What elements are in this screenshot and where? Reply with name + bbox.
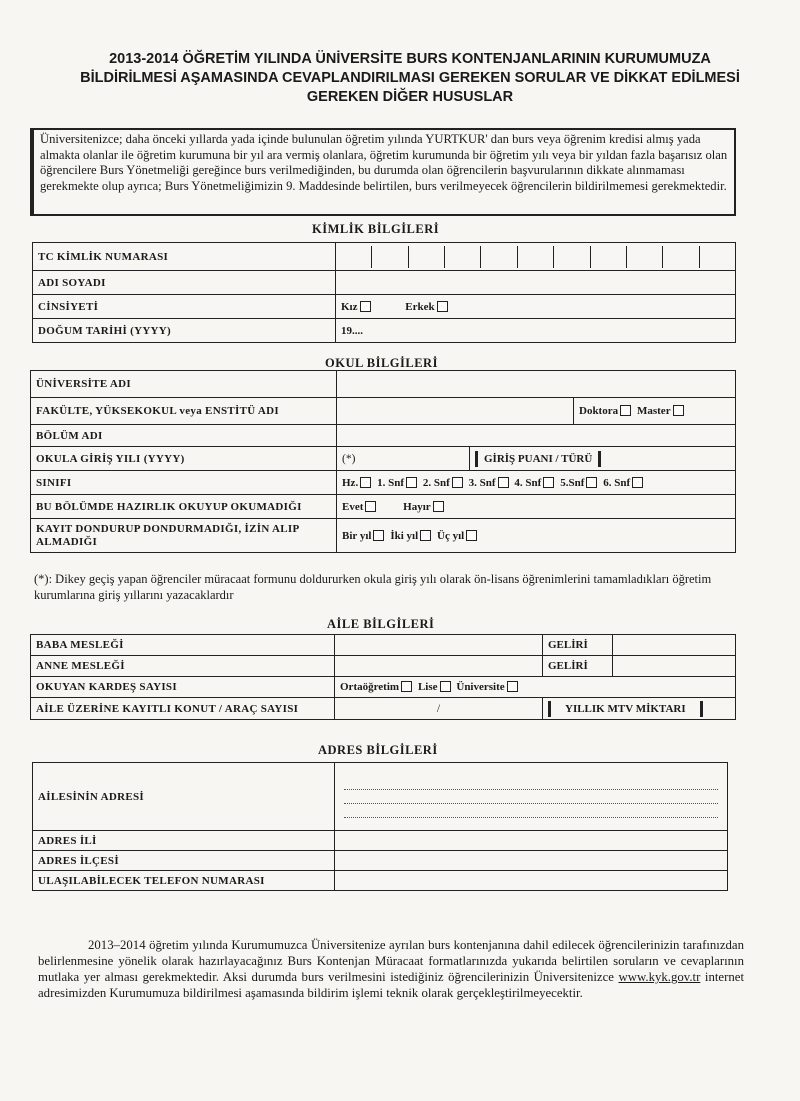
dept-label: BÖLÜM ADI <box>31 425 337 447</box>
class-3-checkbox[interactable] <box>498 477 509 488</box>
district-label: ADRES İLÇESİ <box>33 851 335 871</box>
faculty-input[interactable] <box>337 398 574 425</box>
tc-digit-boxes <box>336 246 735 268</box>
class-3-label: 3. Snf <box>468 476 496 489</box>
freeze-options <box>337 519 736 553</box>
mother-income-input[interactable] <box>613 656 736 677</box>
footer-text-after: internet adresimizden Kurumumuza bildirilmesi aşamasında bildirim işlemi teknik olarak gerçekleştirilmeyecektir. <box>38 970 745 1000</box>
mother-label: ANNE MESLEĞİ <box>31 656 335 677</box>
father-income-label: GELİRİ <box>543 635 613 656</box>
score-cell <box>470 447 736 471</box>
adres-table <box>32 762 728 891</box>
mtv-cell <box>543 698 736 720</box>
class-6-label: 6. Snf <box>603 476 631 489</box>
score-label: GİRİŞ PUANI / TÜRÜ <box>475 451 601 467</box>
birth-input[interactable]: 19.... <box>336 319 736 343</box>
ortaogretim-label: Ortaöğretim <box>340 681 400 693</box>
female-checkbox[interactable] <box>360 301 371 312</box>
phone-label: ULAŞILABİLECEK TELEFON NUMARASI <box>33 871 335 891</box>
female-label: Kız <box>341 300 358 313</box>
adres-section-title: ADRES BİLGİLERİ <box>318 743 438 757</box>
property-label: AİLE ÜZERİNE KAYITLI KONUT / ARAÇ SAYISI <box>31 698 335 720</box>
year-3-checkbox[interactable] <box>466 530 477 541</box>
footer-text-before: 2013–2014 öğretim yılında Kurumumuzca Üniversitenize ayrılan burs kontenjanına dahil edilecek öğrencilerinizin tarafınızdan belirlenmesine yönelik olarak hazırlayacağınız Burs Kontenjan Müracaat formatlarınızda yukarıda belirtilen soruların ve cevaplarının mutlaka yer alması gerekmektedir. Aksi durumda burs verilmesini istediğiniz öğrencilerinizin Üniversitenizce <box>38 938 744 984</box>
class-1-label: 1. Snf <box>377 476 404 489</box>
uni-input[interactable] <box>337 371 736 398</box>
gender-label: CİNSİYETİ <box>33 295 336 319</box>
no-checkbox[interactable] <box>433 501 444 512</box>
year-3-label: Üç yıl <box>437 529 465 542</box>
class-2-checkbox[interactable] <box>452 477 463 488</box>
ortaogretim-checkbox[interactable] <box>401 681 412 692</box>
footer-paragraph <box>38 937 744 1001</box>
document-title <box>60 50 760 107</box>
name-label: ADI SOYADI <box>33 271 336 295</box>
class-options <box>337 471 736 495</box>
master-checkbox[interactable] <box>673 405 684 416</box>
universite-label: Üniversite <box>456 681 505 693</box>
property-input[interactable]: / <box>335 698 543 720</box>
father-income-input[interactable] <box>613 635 736 656</box>
prep-label: BU BÖLÜMDE HAZIRLIK OKUYUP OKUMADIĞI <box>31 495 337 519</box>
freeze-label <box>31 519 337 553</box>
district-input[interactable] <box>335 851 728 871</box>
mother-input[interactable] <box>335 656 543 677</box>
prep-options <box>337 495 736 519</box>
siblings-label: OKUYAN KARDEŞ SAYISI <box>31 677 335 698</box>
vertical-transfer-note: (*): Dikey geçiş yapan öğrenciler müracaat formunu doldururken okula giriş yılı olarak ön-lisans öğrenimlerini tamamladıkları öğretim kurumlarına giriş yıllarını yazacaklardır <box>34 572 712 602</box>
intro-notice: Üniversitenizce; daha önceki yıllarda yada içinde bulunulan öğretim yılında YURTKUR' dan burs veya öğrenim kredisi almış yada almakta olanlar ile öğretim kurumuna bir yıl ara vermiş olanlara, öğretim kurumunda bir öğretim yılı veya bir yıldan fazla başarısız olan öğrencilere Burs Yönetmeliği gereğince burs verilmediğinden, bu durumda olan öğrencilerin başvurularının dikkate alınmaması gerekmekte olup ayrıca; Burs Yönetmeliğimizin 9. Maddesinde belirtilen, burs verilmeyecek öğrencilerin bildirilmemesi gerekmektedir. <box>30 128 736 216</box>
name-input[interactable] <box>336 271 736 295</box>
lise-checkbox[interactable] <box>440 681 451 692</box>
okul-section-title: OKUL BİLGİLERİ <box>325 356 438 370</box>
class-6-checkbox[interactable] <box>632 477 643 488</box>
tc-input[interactable] <box>336 243 736 271</box>
year-1-checkbox[interactable] <box>373 530 384 541</box>
lise-label: Lise <box>417 681 438 693</box>
class-1-checkbox[interactable] <box>406 477 417 488</box>
family-address-label: AİLESİNİN ADRESİ <box>33 763 335 831</box>
family-address-input[interactable] <box>335 763 728 831</box>
class-hz-label: Hz. <box>342 476 359 489</box>
okul-table <box>30 370 736 553</box>
entry-input[interactable]: (*) <box>337 447 470 471</box>
siblings-options <box>335 677 736 698</box>
master-label: Master <box>636 405 671 417</box>
kyk-link[interactable]: www.kyk.gov.tr <box>618 970 701 984</box>
class-hz-checkbox[interactable] <box>360 477 371 488</box>
doktora-checkbox[interactable] <box>620 405 631 416</box>
year-2-checkbox[interactable] <box>420 530 431 541</box>
faculty-label: FAKÜLTE, YÜKSEKOKUL veya ENSTİTÜ ADI <box>31 398 337 425</box>
degree-options <box>574 398 736 425</box>
tc-label: TC KİMLİK NUMARASI <box>33 243 336 271</box>
universite-checkbox[interactable] <box>507 681 518 692</box>
father-label: BABA MESLEĞİ <box>31 635 335 656</box>
kimlik-section-title: KİMLİK BİLGİLERİ <box>312 222 440 236</box>
uni-label: ÜNİVERSİTE ADI <box>31 371 337 398</box>
freeze-label-line-2: ALMADIĞI <box>36 535 98 548</box>
title-line-1: 2013-2014 ÖĞRETİM YILINDA ÜNİVERSİTE BURS KONTENJANLARININ KURUMUMUZA <box>109 51 711 67</box>
class-2-label: 2. Snf <box>422 476 450 489</box>
kimlik-table <box>32 242 736 343</box>
freeze-label-line-1: KAYIT DONDURUP DONDURMADIĞI, İZİN ALIP <box>36 522 300 535</box>
city-label: ADRES İLİ <box>33 831 335 851</box>
yes-checkbox[interactable] <box>365 501 376 512</box>
title-line-2: BİLDİRİLMESİ AŞAMASINDA CEVAPLANDIRILMASI GEREKEN SORULAR VE DİKKAT EDİLMESİ <box>80 70 740 86</box>
aile-table <box>30 634 736 720</box>
mother-income-label: GELİRİ <box>543 656 613 677</box>
entry-label: OKULA GİRİŞ YILI (YYYY) <box>31 447 337 471</box>
gender-options <box>336 295 736 319</box>
yes-label: Evet <box>342 500 364 513</box>
mtv-label: YILLIK MTV MİKTARI <box>548 701 703 717</box>
year-1-label: Bir yıl <box>342 529 372 542</box>
doktora-label: Doktora <box>579 405 619 417</box>
year-2-label: İki yıl <box>390 529 419 542</box>
class-label: SINIFI <box>31 471 337 495</box>
birth-label: DOĞUM TARİHİ (YYYY) <box>33 319 336 343</box>
class-5-checkbox[interactable] <box>586 477 597 488</box>
title-line-3: GEREKEN DİĞER HUSUSLAR <box>306 89 514 105</box>
male-label: Erkek <box>405 300 435 313</box>
class-4-label: 4. Snf <box>514 476 542 489</box>
class-4-checkbox[interactable] <box>543 477 554 488</box>
father-input[interactable] <box>335 635 543 656</box>
male-checkbox[interactable] <box>437 301 448 312</box>
dept-input[interactable] <box>337 425 736 447</box>
class-5-label: 5.Snf <box>560 476 585 489</box>
phone-input[interactable] <box>335 871 728 891</box>
aile-section-title: AİLE BİLGİLERİ <box>327 617 435 631</box>
no-label: Hayır <box>403 500 431 513</box>
city-input[interactable] <box>335 831 728 851</box>
